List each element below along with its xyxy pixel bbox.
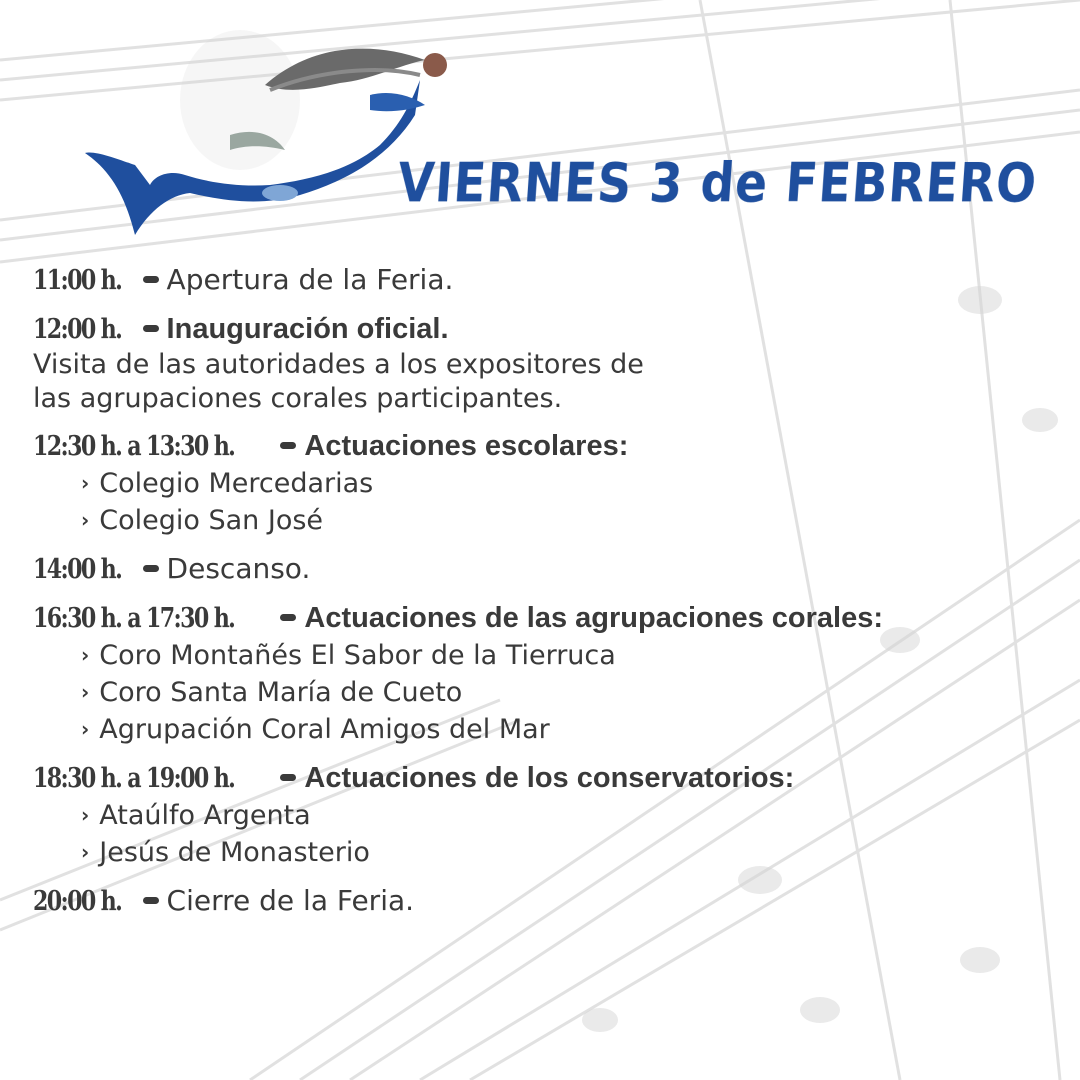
chevron-right-icon: › bbox=[81, 840, 90, 864]
schedule-text: Actuaciones escolares: bbox=[304, 430, 629, 462]
schedule-time: 16:30 h. a 17:30 h. bbox=[33, 603, 235, 634]
chevron-right-icon: › bbox=[81, 471, 90, 495]
schedule-item bbox=[33, 883, 1073, 920]
dash-icon bbox=[280, 614, 296, 621]
list-item-label: Ataúlfo Argenta bbox=[99, 800, 311, 831]
schedule-text: Apertura de la Feria. bbox=[166, 263, 454, 296]
schedule-text: Inauguración oficial. bbox=[166, 313, 449, 345]
dash-icon bbox=[143, 276, 159, 283]
dash-icon bbox=[143, 897, 159, 904]
list-item bbox=[33, 637, 1073, 674]
list-item bbox=[33, 465, 1073, 502]
list-item bbox=[33, 502, 1073, 539]
schedule-text: Descanso. bbox=[166, 552, 311, 585]
schedule-time: 11:00 h. bbox=[33, 265, 122, 296]
schedule-text: Actuaciones de las agrupaciones corales: bbox=[304, 602, 884, 634]
schedule-item bbox=[33, 760, 1073, 871]
schedule-item bbox=[33, 428, 1073, 539]
schedule-time: 12:30 h. a 13:30 h. bbox=[33, 431, 235, 462]
schedule-text: Actuaciones de los conservatorios: bbox=[304, 762, 795, 794]
list-item bbox=[33, 834, 1073, 871]
chevron-right-icon: › bbox=[81, 680, 90, 704]
schedule-item bbox=[33, 311, 1073, 416]
schedule-time: 12:00 h. bbox=[33, 314, 122, 345]
schedule-item bbox=[33, 551, 1073, 588]
schedule-description: las agrupaciones corales participantes. bbox=[33, 383, 563, 414]
schedule-item bbox=[33, 600, 1073, 748]
chevron-right-icon: › bbox=[81, 717, 90, 741]
schedule-time: 20:00 h. bbox=[33, 886, 122, 917]
page-title: VIERNES 3 de FEBRERO bbox=[395, 152, 1040, 216]
schedule-list bbox=[33, 262, 1073, 932]
list-item bbox=[33, 797, 1073, 834]
chevron-right-icon: › bbox=[81, 508, 90, 532]
list-item-label: Coro Montañés El Sabor de la Tierruca bbox=[99, 640, 616, 671]
list-item bbox=[33, 674, 1073, 711]
dash-icon bbox=[280, 442, 296, 449]
list-item bbox=[33, 711, 1073, 748]
list-item-label: Colegio Mercedarias bbox=[99, 468, 374, 499]
schedule-description: Visita de las autoridades a los expositores de bbox=[33, 349, 644, 380]
dash-icon bbox=[280, 774, 296, 781]
schedule-time: 18:30 h. a 19:00 h. bbox=[33, 763, 235, 794]
mermaid-icon bbox=[80, 35, 460, 250]
chevron-right-icon: › bbox=[81, 803, 90, 827]
dash-icon bbox=[143, 565, 159, 572]
list-item-label: Colegio San José bbox=[99, 505, 324, 536]
dash-icon bbox=[143, 325, 159, 332]
chevron-right-icon: › bbox=[81, 643, 90, 667]
schedule-text: Cierre de la Feria. bbox=[166, 884, 415, 917]
list-item-label: Jesús de Monasterio bbox=[99, 837, 370, 868]
schedule-item bbox=[33, 262, 1073, 299]
list-item-label: Agrupación Coral Amigos del Mar bbox=[99, 714, 550, 745]
schedule-time: 14:00 h. bbox=[33, 554, 122, 585]
list-item-label: Coro Santa María de Cueto bbox=[99, 677, 463, 708]
